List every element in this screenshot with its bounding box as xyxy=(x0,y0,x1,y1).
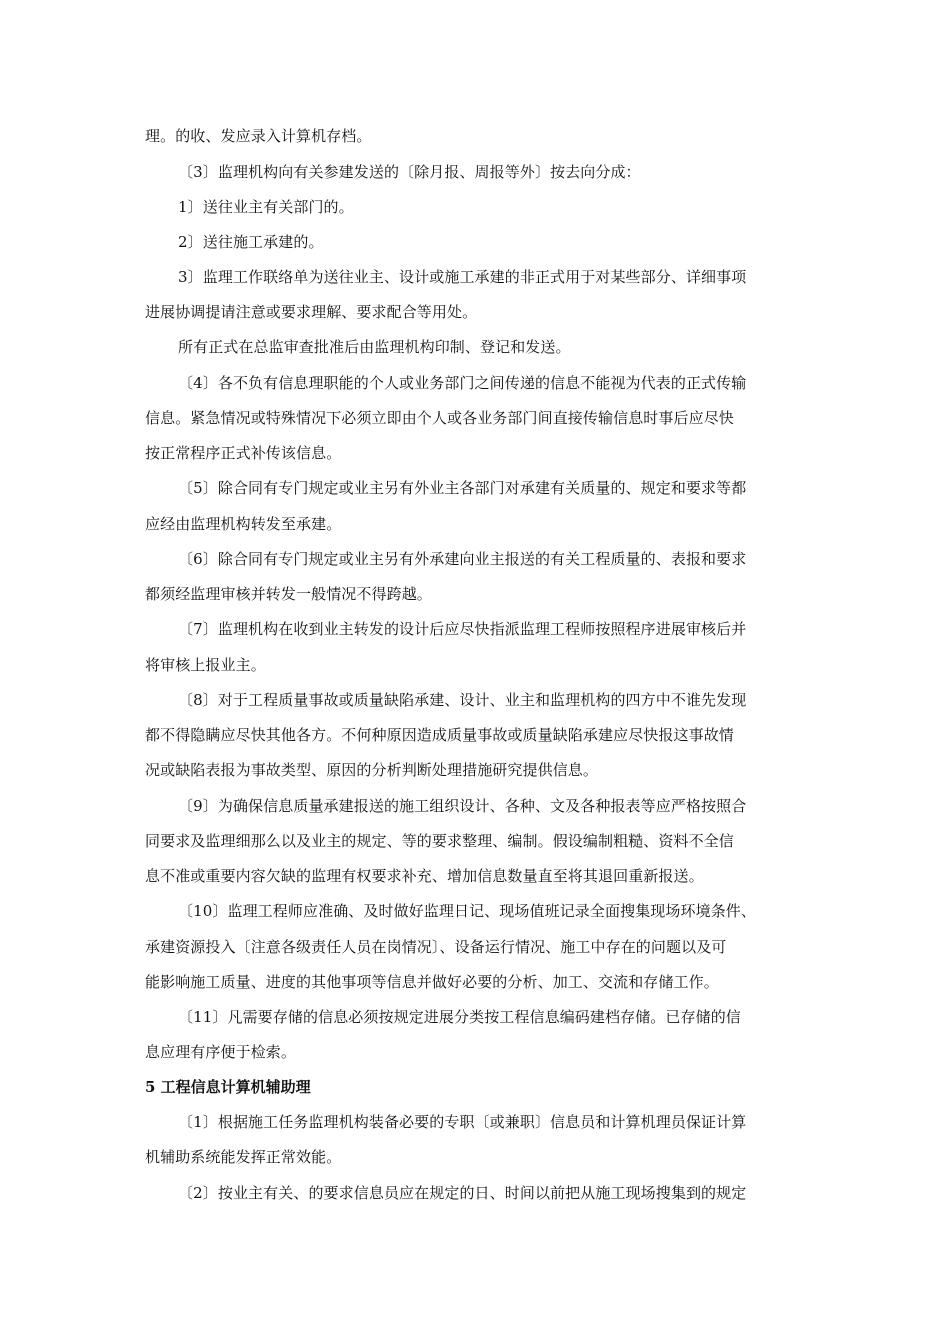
paragraph-line: 将审核上报业主。 xyxy=(145,656,266,674)
paragraph-line: 〔10〕监理工程师应准确、及时做好监理日记、现场值班记录全面搜集现场环境条件、 xyxy=(178,902,756,920)
paragraph-line: 都须经监理审核并转发一般情况不得跨越。 xyxy=(145,585,432,603)
paragraph-line: 同要求及监理细那么以及业主的规定、等的要求整理、编制。假设编制粗糙、资料不全信 xyxy=(145,832,734,850)
paragraph-line: 按正常程序正式补传该信息。 xyxy=(145,444,342,462)
paragraph-line: 承建资源投入〔注意各级责任人员在岗情况〕、设备运行情况、施工中存在的问题以及可 xyxy=(145,938,727,956)
paragraph-line: 〔4〕各不负有信息理职能的个人或业务部门之间传递的信息不能视为代表的正式传输 xyxy=(178,374,747,392)
paragraph-line: 信息。紧急情况或特殊情况下必须立即由个人或各业务部门间直接传输信息时事后应尽快 xyxy=(145,409,734,427)
paragraph-line: 3〕监理工作联络单为送往业主、设计或施工承建的非正式用于对某些部分、详细事项 xyxy=(178,268,747,286)
paragraph-line: 应经由监理机构转发至承建。 xyxy=(145,515,342,533)
paragraph-line: 〔1〕根据施工任务监理机构装备必要的专职〔或兼职〕信息员和计算机理员保证计算 xyxy=(178,1113,747,1131)
paragraph-line: 〔3〕监理机构向有关参建发送的〔除月报、周报等外〕按去向分成： xyxy=(178,163,641,181)
paragraph-line: 1〕送往业主有关部门的。 xyxy=(178,198,354,216)
section-heading: 5 工程信息计算机辅助理 xyxy=(145,1078,311,1096)
paragraph-line: 进展协调提请注意或要求理解、要求配合等用处。 xyxy=(145,303,478,321)
paragraph-line: 〔6〕除合同有专门规定或业主另有外承建向业主报送的有关工程质量的、表报和要求 xyxy=(178,550,747,568)
paragraph-line: 况或缺陷表报为事故类型、原因的分析判断处理措施研究提供信息。 xyxy=(145,761,599,779)
paragraph-line: 都不得隐瞒应尽快其他各方。不何种原因造成质量事故或质量缺陷承建应尽快报这事故情 xyxy=(145,726,734,744)
paragraph-line: 所有正式在总监审查批准后由监理机构印制、登记和发送。 xyxy=(178,338,571,356)
paragraph-line: 2〕送往施工承建的。 xyxy=(178,233,324,251)
paragraph-line: 机辅助系统能发挥正常效能。 xyxy=(145,1148,342,1166)
paragraph-line: 〔2〕按业主有关、的要求信息员应在规定的日、时间以前把从施工现场搜集到的规定 xyxy=(178,1184,747,1202)
paragraph-line: 息应理有序便于检索。 xyxy=(145,1043,297,1061)
paragraph-line: 能影响施工质量、进度的其他事项等信息并做好必要的分析、加工、交流和存储工作。 xyxy=(145,973,719,991)
paragraph-line: 息不准或重要内容欠缺的监理有权要求补充、增加信息数量直至将其退回重新报送。 xyxy=(145,867,704,885)
paragraph-line: 理。的收、发应录入计算机存档。 xyxy=(145,127,372,145)
paragraph-line: 〔7〕监理机构在收到业主转发的设计后应尽快指派监理工程师按照程序进展审核后并 xyxy=(178,620,747,638)
paragraph-line: 〔8〕对于工程质量事故或质量缺陷承建、设计、业主和监理机构的四方中不谁先发现 xyxy=(178,691,747,709)
paragraph-line: 〔11〕凡需要存储的信息必须按规定进展分类按工程信息编码建档存储。已存储的信 xyxy=(178,1008,741,1026)
paragraph-line: 〔5〕除合同有专门规定或业主另有外业主各部门对承建有关质量的、规定和要求等都 xyxy=(178,479,747,497)
paragraph-line: 〔9〕为确保信息质量承建报送的施工组织设计、各种、文及各种报表等应严格按照合 xyxy=(178,797,747,815)
